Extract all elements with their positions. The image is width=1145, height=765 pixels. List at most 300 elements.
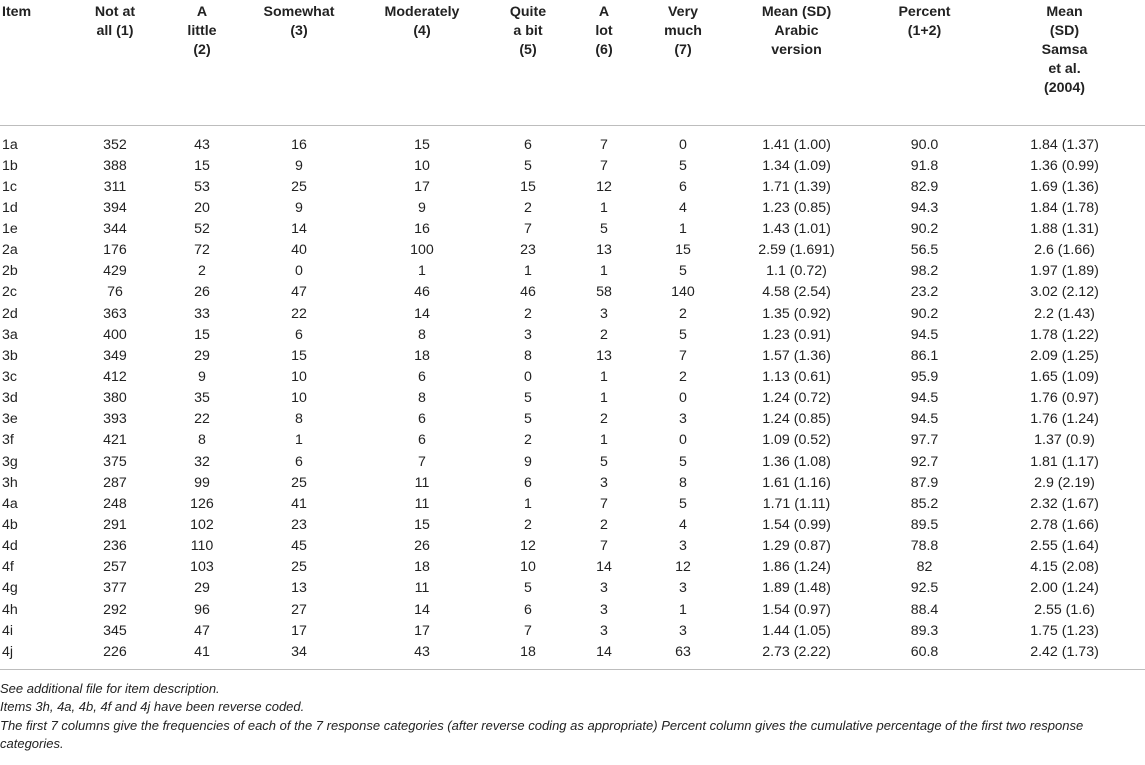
table-cell: 18	[414, 347, 430, 364]
table-cell: 17	[414, 178, 430, 195]
column-header-line: Very	[668, 4, 698, 20]
table-cell: 11	[414, 580, 430, 597]
table-cell: 0	[524, 368, 532, 385]
table-cell: 23	[520, 242, 536, 259]
table-cell: 12	[520, 538, 536, 555]
table-cell: 394	[103, 199, 127, 216]
table-cell: 1.78 (1.22)	[1030, 326, 1099, 343]
table-cell: 94.5	[910, 411, 939, 428]
table-row	[0, 156, 1145, 177]
table-cell: 7	[524, 622, 532, 639]
table-cell: 3	[679, 411, 687, 428]
table-cell: 76	[107, 284, 123, 301]
table-cell: 5	[679, 326, 687, 343]
table-cell: 1.09 (0.52)	[762, 432, 831, 449]
item-cell: 2c	[2, 284, 17, 301]
table-cell: 12	[596, 178, 612, 195]
table-cell: 1.37 (0.9)	[1034, 432, 1095, 449]
table-cell: 6	[524, 474, 532, 491]
table-cell: 6	[418, 411, 426, 428]
table-cell: 2	[600, 326, 608, 343]
table-cell: 3	[600, 601, 608, 618]
table-cell: 14	[414, 305, 430, 322]
table-cell: 4.58 (2.54)	[762, 284, 831, 301]
table-cell: 1.35 (0.92)	[762, 305, 831, 322]
table-cell: 52	[194, 220, 210, 237]
table-cell: 18	[520, 643, 536, 660]
table-cell: 1.57 (1.36)	[762, 347, 831, 364]
table-row	[0, 515, 1145, 536]
table-cell: 15	[291, 347, 307, 364]
footnote: The first 7 columns give the frequencies of each of the 7 response categories (after reverse coding as appropriate) Percent column gives the cumulative percentage of the first two response categories.	[0, 717, 1084, 752]
table-cell: 82.9	[910, 178, 939, 195]
table-cell: 1.88 (1.31)	[1030, 220, 1099, 237]
table-cell: 1.71 (1.11)	[762, 495, 831, 512]
table-cell: 2	[679, 305, 687, 322]
table-cell: 345	[103, 622, 127, 639]
table-cell: 2	[524, 199, 532, 216]
table-cell: 7	[418, 453, 426, 470]
table-cell: 29	[194, 347, 210, 364]
column-header-line: Not at	[94, 4, 136, 20]
table-cell: 2.55 (1.64)	[1030, 538, 1099, 555]
table-cell: 6	[418, 368, 426, 385]
table-cell: 1.65 (1.09)	[1030, 368, 1099, 385]
table-body	[0, 125, 1145, 669]
table-row	[0, 367, 1145, 388]
table-cell: 352	[103, 136, 127, 153]
table-cell: 377	[103, 580, 127, 597]
footnote: See additional file for item description.	[0, 680, 220, 696]
table-cell: 3	[524, 326, 532, 343]
table-cell: 26	[194, 284, 210, 301]
table-cell: 14	[596, 643, 612, 660]
table-cell: 1	[418, 263, 426, 280]
item-cell: 3d	[2, 390, 18, 407]
table-cell: 1.1 (0.72)	[766, 263, 827, 280]
table-cell: 94.3	[910, 199, 939, 216]
table-cell: 7	[600, 495, 608, 512]
table-cell: 7	[600, 538, 608, 555]
table-cell: 7	[600, 157, 608, 174]
table-cell: 5	[524, 411, 532, 428]
table-cell: 41	[194, 643, 210, 660]
table-cell: 8	[679, 474, 687, 491]
table-cell: 393	[103, 411, 127, 428]
table-cell: 8	[418, 390, 426, 407]
table-cell: 3	[600, 305, 608, 322]
table-cell: 1.36 (0.99)	[1030, 157, 1099, 174]
table-cell: 22	[291, 305, 307, 322]
table-cell: 94.5	[910, 390, 939, 407]
item-cell: 2b	[2, 263, 18, 280]
table-cell: 0	[679, 136, 687, 153]
column-header-line: Mean (SD)	[761, 4, 832, 20]
table-cell: 85.2	[910, 495, 939, 512]
column-header-line: Somewhat	[263, 4, 335, 20]
table-row	[0, 388, 1145, 409]
table-cell: 100	[410, 242, 434, 259]
item-cell: 4b	[2, 516, 18, 533]
table-cell: 1.86 (1.24)	[762, 559, 831, 576]
item-cell: 4d	[2, 538, 18, 555]
table-cell: 1.97 (1.89)	[1030, 263, 1099, 280]
column-header-line: Item	[2, 4, 32, 20]
table-cell: 1	[600, 390, 608, 407]
table-cell: 1.84 (1.78)	[1030, 199, 1099, 216]
table-row	[0, 346, 1145, 367]
table-cell: 1.54 (0.99)	[762, 516, 831, 533]
table-cell: 9	[524, 453, 532, 470]
table-cell: 11	[414, 495, 430, 512]
column-header	[865, 0, 984, 125]
table-cell: 17	[414, 622, 430, 639]
table-cell: 20	[194, 199, 210, 216]
item-cell: 3g	[2, 453, 18, 470]
column-header-line: (2)	[193, 42, 211, 58]
table-row	[0, 451, 1145, 472]
table-cell: 90.0	[910, 136, 939, 153]
table-cell: 8	[295, 411, 303, 428]
table-cell: 63	[675, 643, 691, 660]
table-cell: 13	[291, 580, 307, 597]
table-cell: 4.15 (2.08)	[1030, 559, 1099, 576]
item-cell: 3e	[2, 411, 18, 428]
table-cell: 2	[524, 516, 532, 533]
column-header-line: (3)	[290, 23, 308, 39]
table-cell: 412	[103, 368, 127, 385]
table-row	[0, 409, 1145, 430]
table-cell: 1.75 (1.23)	[1030, 622, 1099, 639]
table-cell: 1	[600, 199, 608, 216]
table-cell: 6	[524, 136, 532, 153]
table-cell: 5	[600, 220, 608, 237]
table-cell: 10	[291, 390, 307, 407]
table-cell: 2	[679, 368, 687, 385]
table-cell: 5	[600, 453, 608, 470]
table-cell: 15	[194, 326, 210, 343]
table-cell: 363	[103, 305, 127, 322]
table-cell: 43	[194, 136, 210, 153]
table-cell: 1.29 (0.87)	[762, 538, 831, 555]
table-cell: 12	[675, 559, 691, 576]
table-cell: 6	[418, 432, 426, 449]
column-header-line: a bit	[513, 23, 543, 39]
table-cell: 25	[291, 559, 307, 576]
table-cell: 1.76 (0.97)	[1030, 390, 1099, 407]
column-header-line: (1+2)	[907, 23, 942, 39]
table-footnotes	[0, 670, 1145, 754]
table-cell: 2.9 (2.19)	[1034, 474, 1095, 491]
table-cell: 0	[679, 390, 687, 407]
table-cell: 103	[190, 559, 214, 576]
table-cell: 89.5	[910, 516, 939, 533]
table-row	[0, 219, 1145, 240]
table-cell: 126	[190, 495, 214, 512]
table-cell: 46	[520, 284, 536, 301]
table-cell: 429	[103, 263, 127, 280]
table-cell: 29	[194, 580, 210, 597]
table-cell: 41	[291, 495, 307, 512]
table-cell: 8	[418, 326, 426, 343]
table-cell: 1.43 (1.01)	[762, 220, 831, 237]
table-cell: 1.76 (1.24)	[1030, 411, 1099, 428]
table-cell: 9	[198, 368, 206, 385]
item-cell: 4i	[2, 622, 14, 639]
table-cell: 26	[414, 538, 430, 555]
table-cell: 176	[103, 242, 127, 259]
column-header-line: (5)	[519, 42, 537, 58]
table-cell: 1.71 (1.39)	[762, 178, 831, 195]
table-cell: 3.02 (2.12)	[1030, 284, 1099, 301]
table-cell: 90.2	[910, 220, 939, 237]
table-cell: 43	[414, 643, 430, 660]
column-header-line: Moderately	[384, 4, 460, 20]
item-cell: 3a	[2, 326, 18, 343]
table-row	[0, 303, 1145, 324]
table-cell: 1	[600, 432, 608, 449]
column-header	[728, 0, 865, 125]
table-cell: 292	[103, 601, 127, 618]
table-cell: 226	[103, 643, 127, 660]
table-cell: 2.73 (2.22)	[762, 643, 831, 660]
table-cell: 40	[291, 242, 307, 259]
header-row	[0, 0, 1145, 125]
table-cell: 58	[596, 284, 612, 301]
table-cell: 13	[596, 242, 612, 259]
column-header-line: (7)	[674, 42, 692, 58]
table-cell: 2	[198, 263, 206, 280]
table-cell: 380	[103, 390, 127, 407]
column-header-line: (6)	[595, 42, 613, 58]
column-header	[358, 0, 486, 125]
item-cell: 3c	[2, 368, 17, 385]
table-cell: 94.5	[910, 326, 939, 343]
table-cell: 3	[600, 474, 608, 491]
table-cell: 91.8	[910, 157, 939, 174]
table-cell: 3	[600, 622, 608, 639]
column-header	[486, 0, 570, 125]
table-cell: 0	[295, 263, 303, 280]
column-header	[240, 0, 358, 125]
table-cell: 6	[295, 326, 303, 343]
table-cell: 82	[916, 559, 933, 576]
table-cell: 5	[524, 157, 532, 174]
column-header	[570, 0, 638, 125]
column-header-line: little	[187, 23, 217, 39]
table-cell: 1.24 (0.85)	[762, 411, 831, 428]
table-cell: 400	[103, 326, 127, 343]
column-header-line: much	[664, 23, 702, 39]
table-cell: 257	[103, 559, 127, 576]
table-cell: 2.55 (1.6)	[1034, 601, 1095, 618]
table-row	[0, 642, 1145, 670]
column-header-line: Mean	[1046, 4, 1083, 20]
table-row	[0, 177, 1145, 198]
table-cell: 349	[103, 347, 127, 364]
column-header-line: A	[196, 4, 208, 20]
table-cell: 2.00 (1.24)	[1030, 580, 1099, 597]
column-header	[164, 0, 240, 125]
table-cell: 97.7	[910, 432, 939, 449]
column-header-line: (4)	[413, 23, 431, 39]
item-cell: 1b	[2, 157, 18, 174]
table-cell: 375	[103, 453, 127, 470]
table-cell: 15	[520, 178, 536, 195]
table-cell: 311	[103, 178, 127, 195]
table-cell: 287	[103, 474, 127, 491]
item-cell: 4j	[2, 643, 14, 660]
table-cell: 10	[414, 157, 430, 174]
item-cell: 1a	[2, 136, 18, 153]
table-cell: 6	[295, 453, 303, 470]
table-cell: 25	[291, 474, 307, 491]
item-cell: 4f	[2, 559, 14, 576]
item-cell: 3b	[2, 347, 18, 364]
table-cell: 78.8	[910, 538, 939, 555]
table-cell: 2.78 (1.66)	[1030, 516, 1099, 533]
table-cell: 5	[679, 157, 687, 174]
table-cell: 5	[679, 263, 687, 280]
table-cell: 2.59 (1.691)	[758, 242, 835, 259]
table-cell: 1.13 (0.61)	[762, 368, 831, 385]
table-cell: 421	[103, 432, 127, 449]
table-cell: 2.42 (1.73)	[1030, 643, 1099, 660]
table-cell: 1.23 (0.85)	[762, 199, 831, 216]
column-header-line: Arabic	[774, 23, 819, 39]
table-cell: 92.5	[910, 580, 939, 597]
table-cell: 25	[291, 178, 307, 195]
item-cell: 4a	[2, 495, 18, 512]
table-cell: 16	[291, 136, 307, 153]
column-header-line: et al.	[1048, 61, 1081, 77]
table-cell: 1.24 (0.72)	[762, 390, 831, 407]
table-row	[0, 325, 1145, 346]
column-header-line: Quite	[509, 4, 547, 20]
table-row	[0, 494, 1145, 515]
table-cell: 46	[414, 284, 430, 301]
table-row	[0, 557, 1145, 578]
column-header	[638, 0, 728, 125]
table-cell: 72	[194, 242, 210, 259]
table-cell: 1	[679, 601, 687, 618]
table-cell: 15	[675, 242, 691, 259]
table-cell: 7	[524, 220, 532, 237]
table-cell: 1	[679, 220, 687, 237]
table-cell: 7	[679, 347, 687, 364]
table-cell: 23	[291, 516, 307, 533]
table-cell: 1.69 (1.36)	[1030, 178, 1099, 195]
table-cell: 35	[194, 390, 210, 407]
column-header	[0, 0, 66, 125]
table-cell: 17	[291, 622, 307, 639]
item-cell: 1c	[2, 178, 17, 195]
table-cell: 9	[418, 199, 426, 216]
table-cell: 5	[679, 495, 687, 512]
table-cell: 10	[520, 559, 536, 576]
table-cell: 1.44 (1.05)	[762, 622, 831, 639]
table-cell: 5	[679, 453, 687, 470]
item-cell: 3h	[2, 474, 18, 491]
table-cell: 4	[679, 199, 687, 216]
table-cell: 1.89 (1.48)	[762, 580, 831, 597]
column-header-line: all (1)	[96, 23, 134, 39]
table-cell: 99	[194, 474, 210, 491]
column-header-line: (SD)	[1049, 23, 1080, 39]
table-cell: 2.6 (1.66)	[1034, 242, 1095, 259]
table-row	[0, 473, 1145, 494]
table-cell: 86.1	[910, 347, 939, 364]
table-cell: 2	[524, 305, 532, 322]
table-cell: 291	[103, 516, 127, 533]
column-header-line: version	[771, 42, 822, 58]
table-cell: 10	[291, 368, 307, 385]
table-cell: 3	[679, 580, 687, 597]
table-cell: 102	[190, 516, 214, 533]
item-cell: 1e	[2, 220, 18, 237]
table-cell: 110	[190, 538, 214, 555]
table-cell: 1.61 (1.16)	[762, 474, 831, 491]
table-cell: 92.7	[910, 453, 939, 470]
footnote: Items 3h, 4a, 4b, 4f and 4j have been reverse coded.	[0, 699, 305, 715]
table-cell: 1.84 (1.37)	[1030, 136, 1099, 153]
table-cell: 1.34 (1.09)	[762, 157, 831, 174]
table-row	[0, 198, 1145, 219]
item-cell: 2d	[2, 305, 18, 322]
item-cell: 2a	[2, 242, 18, 259]
table-cell: 9	[295, 157, 303, 174]
table-cell: 388	[103, 157, 127, 174]
table-cell: 96	[194, 601, 210, 618]
table-cell: 2	[600, 516, 608, 533]
table-cell: 18	[414, 559, 430, 576]
table-row	[0, 125, 1145, 156]
table-cell: 13	[596, 347, 612, 364]
column-header-line: Percent	[898, 4, 951, 20]
table-cell: 14	[291, 220, 307, 237]
table-cell: 95.9	[910, 368, 939, 385]
table-row	[0, 430, 1145, 451]
table-cell: 2.09 (1.25)	[1030, 347, 1099, 364]
item-cell: 4g	[2, 580, 18, 597]
table-cell: 11	[414, 474, 430, 491]
table-cell: 15	[414, 516, 430, 533]
table-row	[0, 282, 1145, 303]
table-cell: 1	[524, 495, 532, 512]
table-cell: 34	[291, 643, 307, 660]
column-header-line: Samsa	[1041, 42, 1088, 58]
table-cell: 60.8	[910, 643, 939, 660]
table-cell: 236	[103, 538, 127, 555]
table-cell: 33	[194, 305, 210, 322]
table-cell: 14	[596, 559, 612, 576]
table-row	[0, 536, 1145, 557]
table-cell: 5	[524, 580, 532, 597]
table-cell: 2.32 (1.67)	[1030, 495, 1099, 512]
column-header	[66, 0, 164, 125]
table-cell: 45	[291, 538, 307, 555]
table-cell: 6	[679, 178, 687, 195]
table-cell: 14	[414, 601, 430, 618]
column-header-line: (2004)	[1043, 80, 1085, 96]
table-cell: 1.54 (0.97)	[762, 601, 831, 618]
table-cell: 1.36 (1.08)	[762, 453, 831, 470]
column-header-line: lot	[595, 23, 613, 39]
table-cell: 1.81 (1.17)	[1030, 453, 1099, 470]
table-cell: 88.4	[910, 601, 939, 618]
table-cell: 3	[679, 538, 687, 555]
table-row	[0, 240, 1145, 261]
